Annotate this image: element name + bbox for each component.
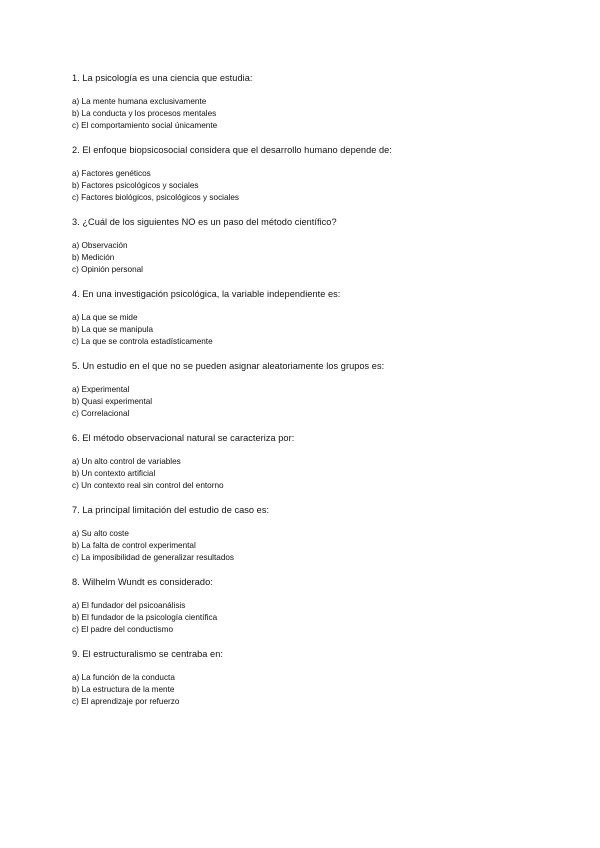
option-b: b) La falta de control experimental — [72, 541, 196, 550]
option-a: a) Factores genéticos — [72, 169, 151, 178]
option-b: b) Factores psicológicos y sociales — [72, 181, 199, 190]
option-c: c) Correlacional — [72, 409, 130, 418]
option-b: b) La estructura de la mente — [72, 685, 175, 694]
option-c: c) El aprendizaje por refuerzo — [72, 697, 180, 706]
option-c: c) El comportamiento social únicamente — [72, 121, 218, 130]
option-c: c) La que se controla estadísticamente — [72, 337, 213, 346]
question-9 — [72, 648, 542, 708]
option-a: a) Observación — [72, 241, 128, 250]
option-a: a) Su alto coste — [72, 529, 129, 538]
option-b: b) La conducta y los procesos mentales — [72, 109, 217, 118]
option-c: c) El padre del conductismo — [72, 625, 174, 634]
document-page — [72, 72, 542, 720]
option-a: a) La que se mide — [72, 313, 138, 322]
question-text: 1. La psicología es una ciencia que estudia: — [72, 73, 253, 83]
question-text: 2. El enfoque biopsicosocial considera que el desarrollo humano depende de: — [72, 145, 392, 155]
option-c: c) La imposibilidad de generalizar resultados — [72, 553, 235, 562]
option-b: b) Medición — [72, 253, 115, 262]
option-a: a) La mente humana exclusivamente — [72, 97, 207, 106]
question-text: 3. ¿Cuál de los siguientes NO es un paso del método científico? — [72, 217, 337, 227]
question-text: 9. El estructuralismo se centraba en: — [72, 649, 223, 659]
question-1 — [72, 72, 542, 132]
question-4 — [72, 288, 542, 348]
question-text: 8. Wilhelm Wundt es considerado: — [72, 577, 213, 587]
question-6 — [72, 432, 542, 492]
option-b: b) La que se manipula — [72, 325, 154, 334]
option-c: c) Opinión personal — [72, 265, 143, 274]
question-5 — [72, 360, 542, 420]
question-7 — [72, 504, 542, 564]
question-text: 5. Un estudio en el que no se pueden asignar aleatoriamente los grupos es: — [72, 361, 385, 371]
question-text: 7. La principal limitación del estudio de caso es: — [72, 505, 270, 515]
option-a: a) Experimental — [72, 385, 130, 394]
option-a: a) Un alto control de variables — [72, 457, 181, 466]
option-a: a) La función de la conducta — [72, 673, 175, 682]
option-c: c) Factores biológicos, psicológicos y sociales — [72, 193, 240, 202]
option-c: c) Un contexto real sin control del entorno — [72, 481, 224, 490]
option-b: b) Un contexto artificial — [72, 469, 156, 478]
question-8 — [72, 576, 542, 636]
question-text: 4. En una investigación psicológica, la variable independiente es: — [72, 289, 341, 299]
option-b: b) El fundador de la psicología científica — [72, 613, 218, 622]
question-2 — [72, 144, 542, 204]
question-3 — [72, 216, 542, 276]
question-text: 6. El método observacional natural se caracteriza por: — [72, 433, 295, 443]
option-b: b) Quasi experimental — [72, 397, 153, 406]
option-a: a) El fundador del psicoanálisis — [72, 601, 186, 610]
